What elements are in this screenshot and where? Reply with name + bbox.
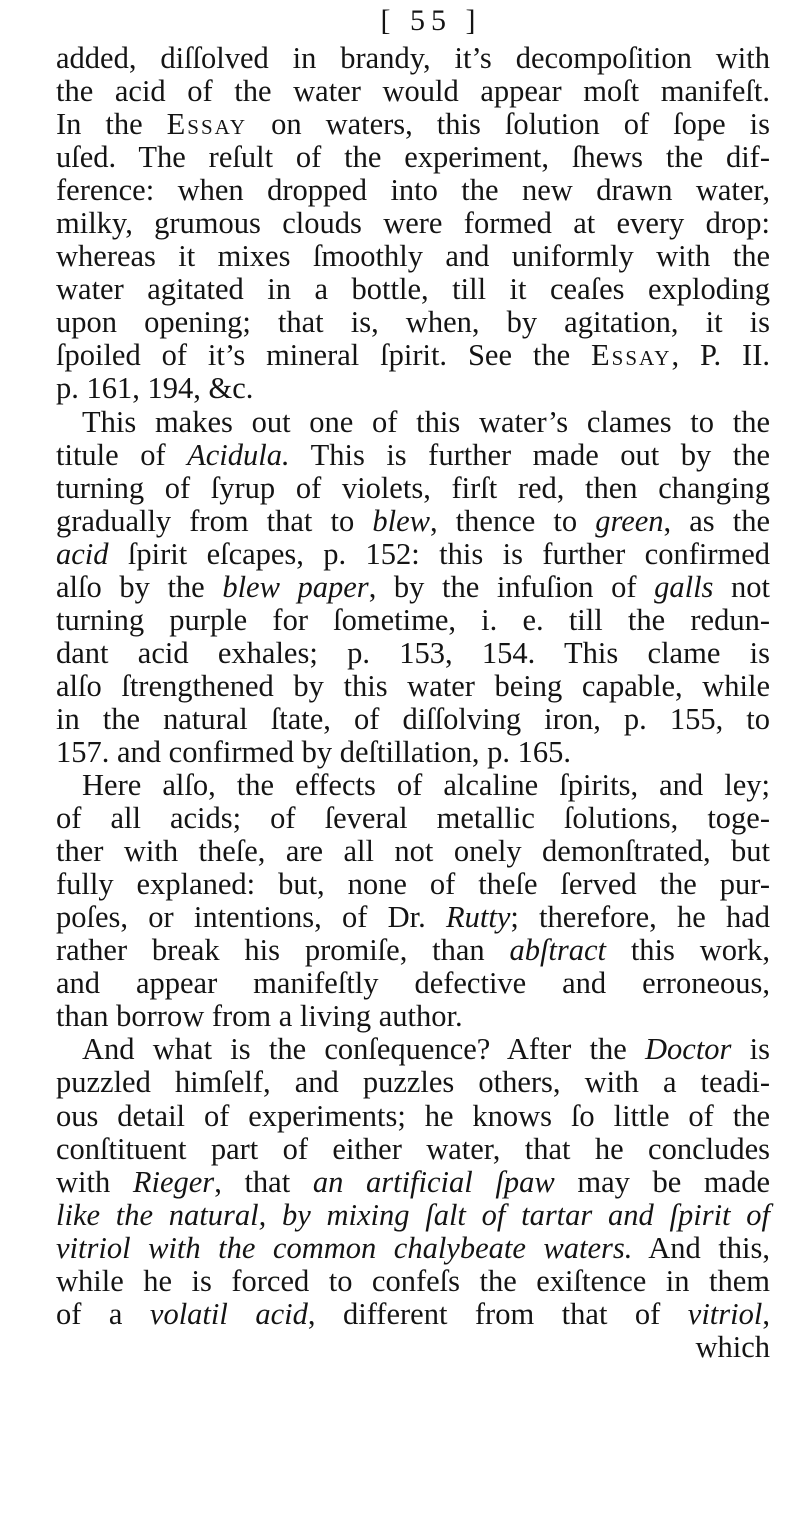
text-line	[56, 1000, 770, 1033]
text-run: ; therefore, he had	[510, 900, 771, 935]
text-run: whereas it mixes ſmoothly and uniformly with the	[56, 239, 770, 274]
text-line	[56, 901, 770, 934]
italic-text: galls	[654, 569, 714, 604]
text-line	[56, 604, 770, 637]
text-run: , as the	[663, 503, 771, 538]
text-line	[56, 207, 770, 240]
text-run: , that	[214, 1164, 313, 1199]
text-line	[56, 736, 770, 769]
text-run: alſo ſtrengthened by this water being capable, while	[56, 668, 770, 703]
body-text	[56, 42, 770, 1364]
small-caps-text: Essay	[166, 107, 248, 142]
text-run: while he is forced to confeſs the exiſtence in them	[56, 1263, 770, 1298]
text-line	[56, 339, 770, 372]
text-run: with	[56, 1164, 133, 1199]
text-run: ſpoiled of it’s mineral ſpirit. See the	[56, 338, 592, 373]
text-line	[56, 1298, 770, 1331]
italic-text: like the natural, by mixing ſalt of tartar and ſpirit of	[56, 1197, 770, 1232]
text-line	[56, 1265, 770, 1298]
text-line	[56, 505, 770, 538]
text-run: 157. and confirmed by deſtillation, p. 165.	[56, 734, 572, 769]
text-line	[56, 967, 770, 1000]
text-run: ous detail of experiments; he knows ſo little of the	[56, 1098, 770, 1133]
text-run: In the	[56, 107, 167, 142]
text-line	[56, 1166, 770, 1199]
italic-text: acid	[56, 536, 109, 571]
italic-text: Rieger	[132, 1164, 215, 1199]
text-line	[56, 1199, 770, 1232]
text-line	[56, 75, 770, 108]
text-run: , different from that of	[307, 1296, 688, 1331]
text-line	[56, 1100, 770, 1133]
text-line	[56, 141, 770, 174]
text-run: rather break his promiſe, than	[56, 933, 510, 968]
text-run: in the natural ſtate, of diſſolving iron, p. 155, to	[56, 701, 770, 736]
text-run: , thence to	[429, 503, 596, 538]
text-run: of all acids; of ſeveral metallic ſolutions, toge-	[56, 801, 770, 836]
text-line	[56, 406, 770, 439]
text-run: p. 161, 194, &c.	[56, 371, 254, 406]
text-run: milky, grumous clouds were formed at every drop:	[56, 206, 770, 241]
italic-text: Acidula.	[187, 437, 290, 472]
text-run: alſo by the	[56, 569, 223, 604]
text-run: gradually from that to	[56, 503, 373, 538]
text-line	[56, 439, 770, 472]
text-run: ,	[762, 1296, 770, 1331]
text-run: is	[731, 1032, 771, 1067]
text-run: , P. II.	[671, 338, 770, 373]
text-run: added, diſſolved in brandy, it’s decompoſition with	[56, 41, 770, 75]
text-line	[56, 273, 770, 306]
text-run: not	[713, 569, 771, 604]
italic-text: volatil acid	[149, 1296, 308, 1331]
text-run: than borrow from a living author.	[56, 999, 463, 1034]
text-run: upon opening; that is, when, by agitation, it is	[56, 305, 770, 340]
text-run: This is further made out by the	[289, 437, 771, 472]
text-line	[56, 306, 770, 339]
text-line	[56, 637, 770, 670]
italic-text: vitriol	[687, 1296, 763, 1331]
text-run: on waters, this ſolution of ſope is	[247, 107, 771, 142]
italic-text: blew	[372, 503, 430, 538]
text-line	[56, 1033, 770, 1066]
text-line	[56, 934, 770, 967]
italic-text: Doctor	[645, 1032, 732, 1067]
text-line	[56, 42, 770, 75]
text-run: water agitated in a bottle, till it ceaſes exploding	[56, 272, 770, 307]
text-run: conſtituent part of either water, that he concludes	[56, 1131, 770, 1166]
italic-text: green	[595, 503, 664, 538]
text-line	[56, 703, 770, 736]
text-run: turning of ſyrup of violets, firſt red, then changing	[56, 470, 770, 505]
text-run: may be made	[554, 1164, 770, 1199]
text-run: This makes out one of this water’s clames to the	[82, 404, 770, 439]
italic-text: vitriol with the common chalybeate waters.	[56, 1230, 633, 1265]
text-run: and appear manifeſtly defective and erroneous,	[56, 966, 770, 1001]
text-run: puzzled himſelf, and puzzles others, with a teadi-	[56, 1065, 770, 1100]
italic-text: blew paper	[222, 569, 369, 604]
text-line	[56, 670, 770, 703]
text-run: Here alſo, the effects of alcaline ſpirits, and ley;	[82, 768, 770, 803]
text-run: ther with theſe, are all not onely demonſtrated, but	[56, 834, 770, 869]
text-run: ſpirit eſcapes, p. 152: this is further confirmed	[108, 536, 770, 571]
text-line	[56, 108, 770, 141]
text-run: uſed. The reſult of the experiment, ſhews the dif-	[56, 140, 770, 175]
text-run: turning purple for ſometime, i. e. till the redun-	[56, 602, 770, 637]
text-line	[56, 868, 770, 901]
text-line	[56, 835, 770, 868]
text-line	[56, 1133, 770, 1166]
text-line	[56, 174, 770, 207]
italic-text: Rutty	[445, 900, 511, 935]
text-run: the acid of the water would appear moſt manifeſt.	[56, 74, 770, 109]
text-line	[56, 472, 770, 505]
text-line	[56, 571, 770, 604]
italic-text: an artificial ſpaw	[312, 1164, 555, 1199]
text-line	[56, 1331, 770, 1364]
text-line	[56, 240, 770, 273]
text-run: of a	[56, 1296, 150, 1331]
text-line	[56, 769, 770, 802]
text-run: titule of	[56, 437, 188, 472]
text-run: ference: when dropped into the new drawn water,	[56, 173, 770, 208]
text-line	[56, 1232, 770, 1265]
text-line	[56, 802, 770, 835]
text-line	[56, 372, 770, 405]
page-number: [ 55 ]	[380, 4, 482, 37]
small-caps-text: Essay	[591, 338, 672, 373]
text-run: this work,	[606, 933, 770, 968]
italic-text: abſtract	[509, 933, 607, 968]
text-run: And this,	[632, 1230, 770, 1265]
text-line	[56, 538, 770, 571]
text-run: And what is the conſequence? After the	[82, 1032, 645, 1067]
text-run: which	[695, 1329, 770, 1364]
text-run: poſes, or intentions, of Dr.	[56, 900, 446, 935]
text-run: dant acid exhales; p. 153, 154. This clame is	[56, 635, 770, 670]
text-run: , by the infuſion of	[368, 569, 655, 604]
text-run: fully explaned: but, none of theſe ſerved the pur-	[56, 867, 770, 902]
text-line	[56, 1066, 770, 1099]
